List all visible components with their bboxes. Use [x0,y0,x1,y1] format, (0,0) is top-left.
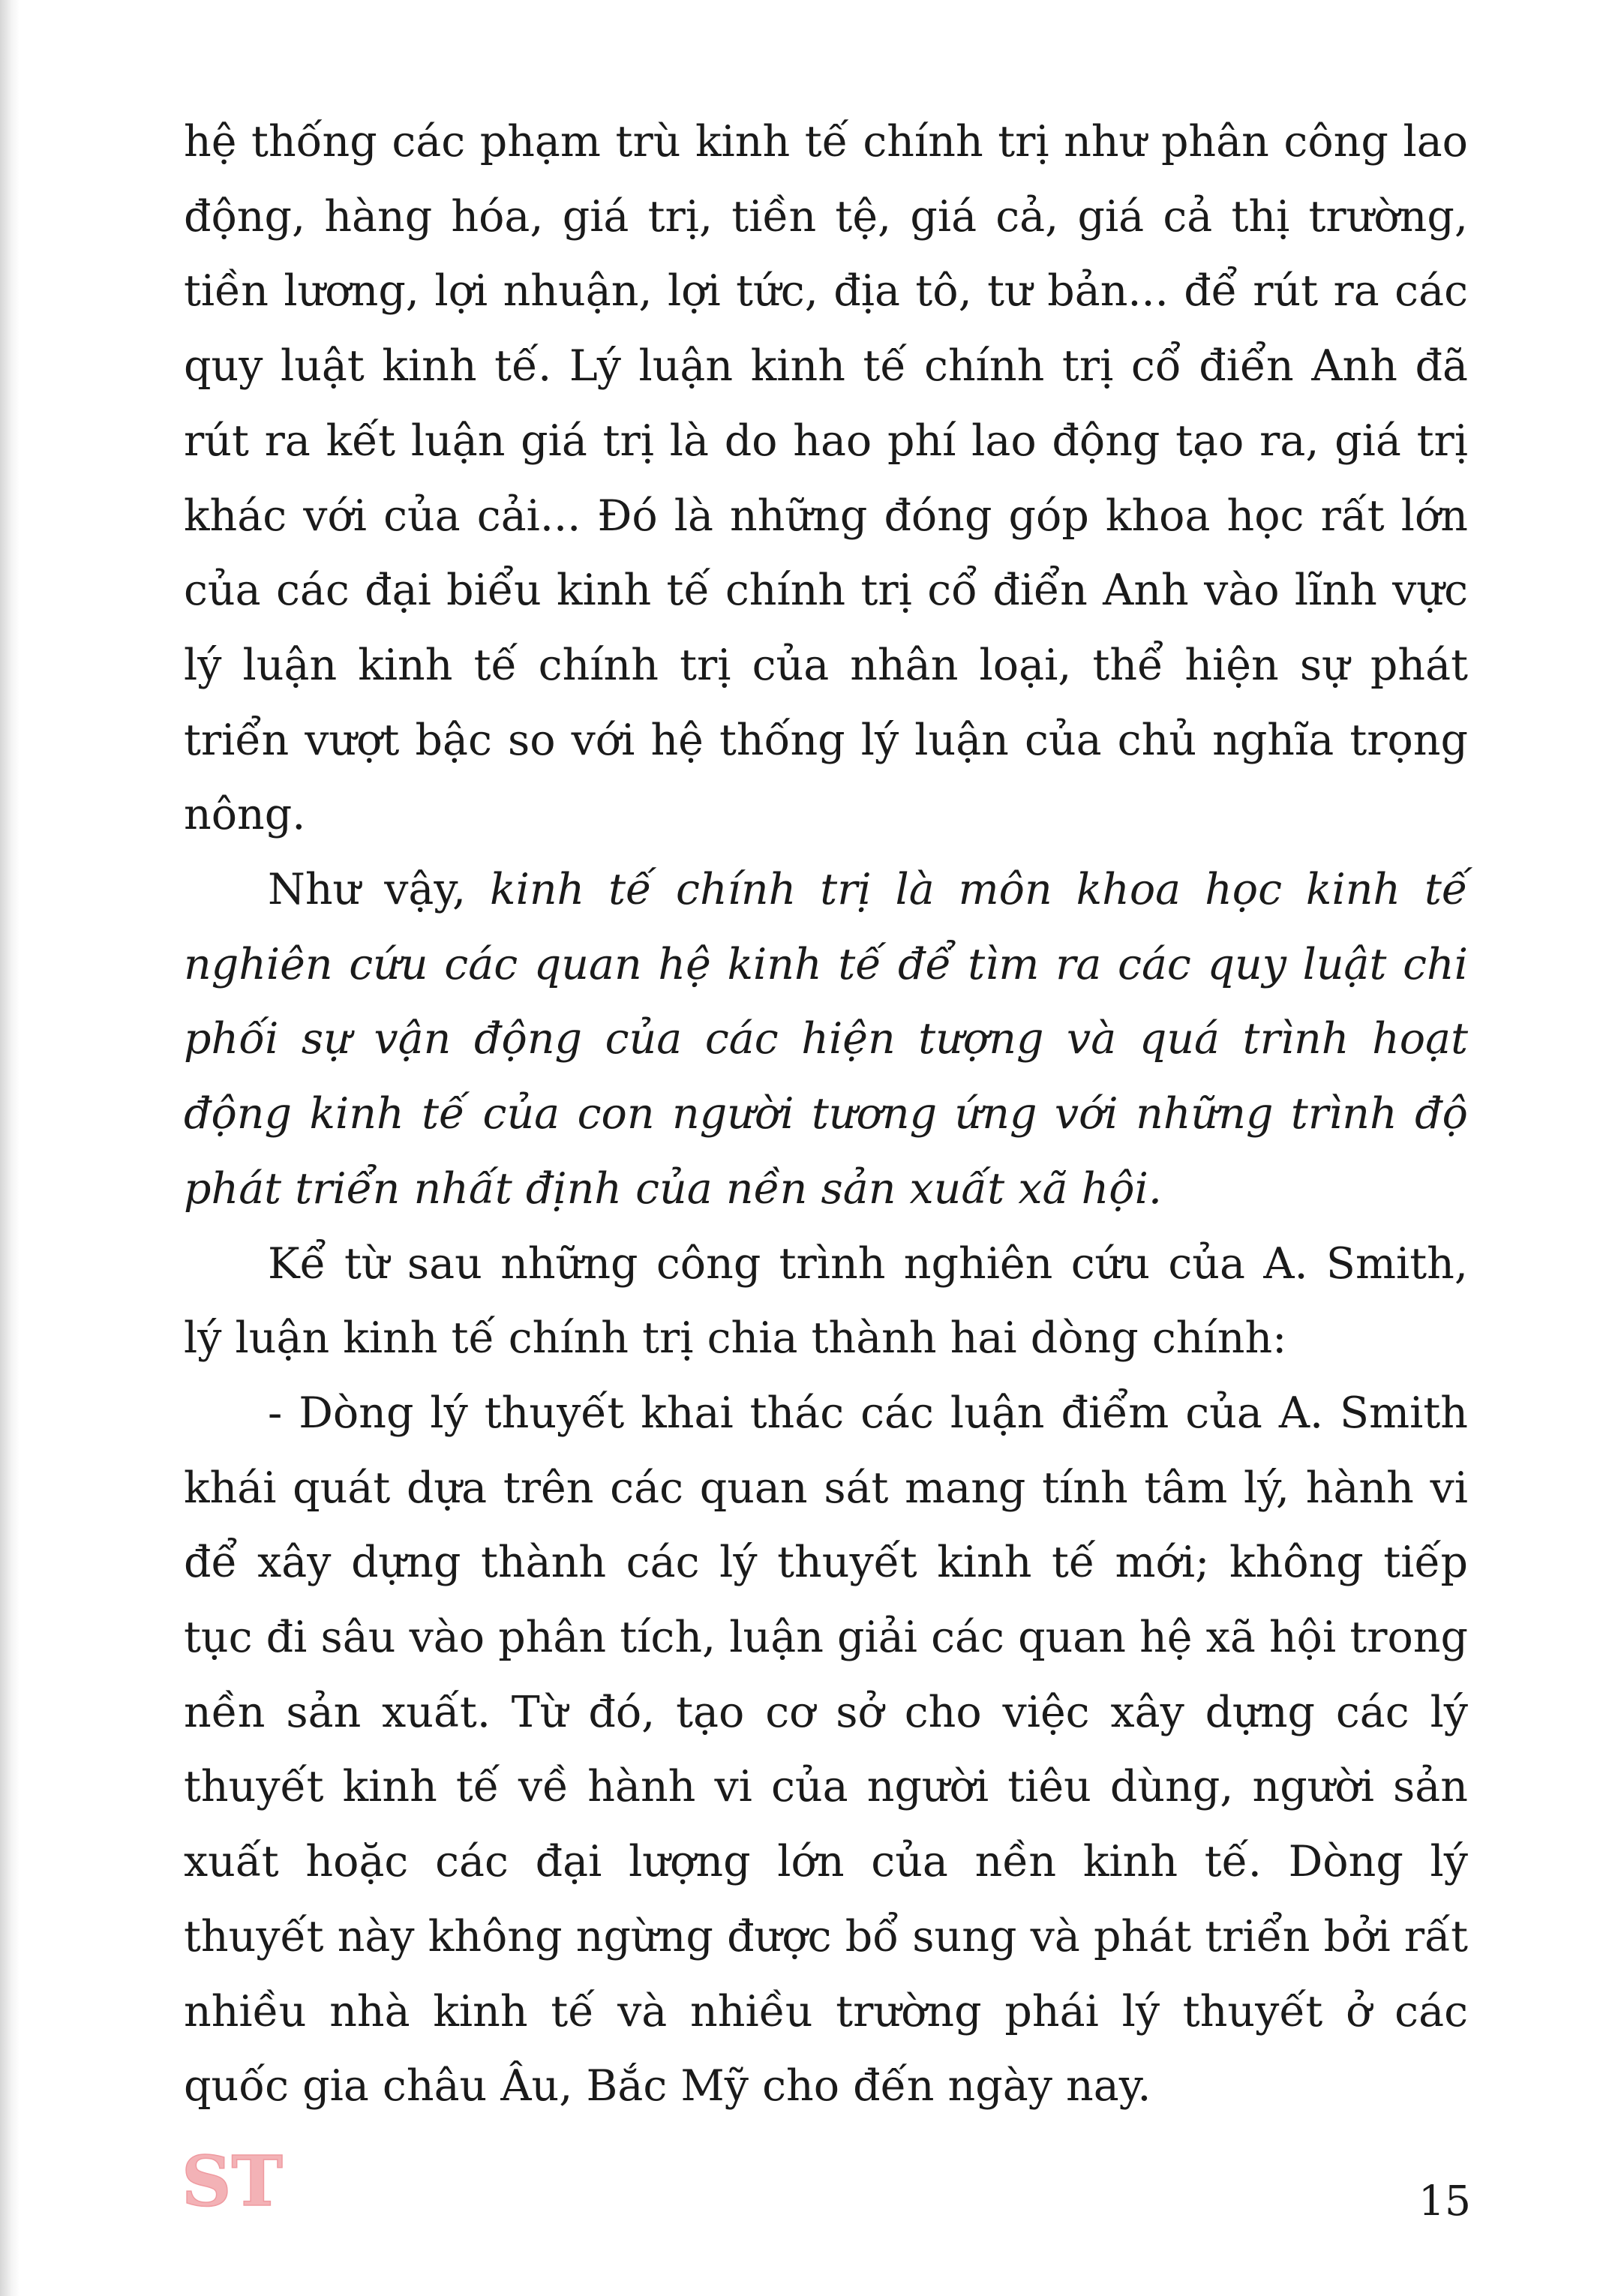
definition-emphasis: kinh tế chính trị là môn khoa học kinh tế nghiên cứu các quan hệ kinh tế để tìm ra các quy luật chi phối sự vận động của các hiện tượng và quá trình hoạt động kinh tế của con người tương ứng với những trình độ phát triển nhất định của nền sản xuất xã hội. [184,865,1468,1214]
publisher-logo-icon [179,2136,283,2222]
paragraph-two-streams: Kể từ sau những công trình nghiên cứu của A. Smith, lý luận kinh tế chính trị chia thành hai dòng chính: [184,1238,1468,1364]
paragraph-first-stream: - Dòng lý thuyết khai thác các luận điểm của A. Smith khái quát dựa trên các quan sát mang tính tâm lý, hành vi để xây dựng thành các lý thuyết kinh tế mới; không tiếp tục đi sâu vào phân tích, luận giải các quan hệ xã hội trong nền sản xuất. Từ đó, tạo cơ sở cho việc xây dựng các lý thuyết kinh tế về hành vi của người tiêu dùng, người sản xuất hoặc các đại lượng lớn của nền kinh tế. Dòng lý thuyết này không ngừng được bổ sung và phát triển bởi rất nhiều nhà kinh tế và nhiều trường phái lý thuyết ở các quốc gia châu Âu, Bắc Mỹ cho đến ngày nay. [184,1388,1468,2111]
body-text [184,105,1468,2124]
publisher-logo-text: ST [182,2141,283,2222]
page-number: 15 [1418,2177,1471,2225]
definition-lead: Như vậy, [268,865,491,915]
page-binding-shadow [0,0,20,2296]
paragraph-continuation: hệ thống các phạm trù kinh tế chính trị như phân công lao động, hàng hóa, giá trị, tiền tệ, giá cả, giá cả thị trường, tiền lương, lợi nhuận, lợi tức, địa tô, tư bản... để rút ra các quy luật kinh tế. Lý luận kinh tế chính trị cổ điển Anh đã rút ra kết luận giá trị là do hao phí lao động tạo ra, giá trị khác với của cải... Đó là những đóng góp khoa học rất lớn của các đại biểu kinh tế chính trị cổ điển Anh vào lĩnh vực lý luận kinh tế chính trị của nhân loại, thể hiện sự phát triển vượt bậc so với hệ thống lý luận của chủ nghĩa trọng nông. [184,117,1468,840]
paragraph-definition [184,853,1468,1227]
